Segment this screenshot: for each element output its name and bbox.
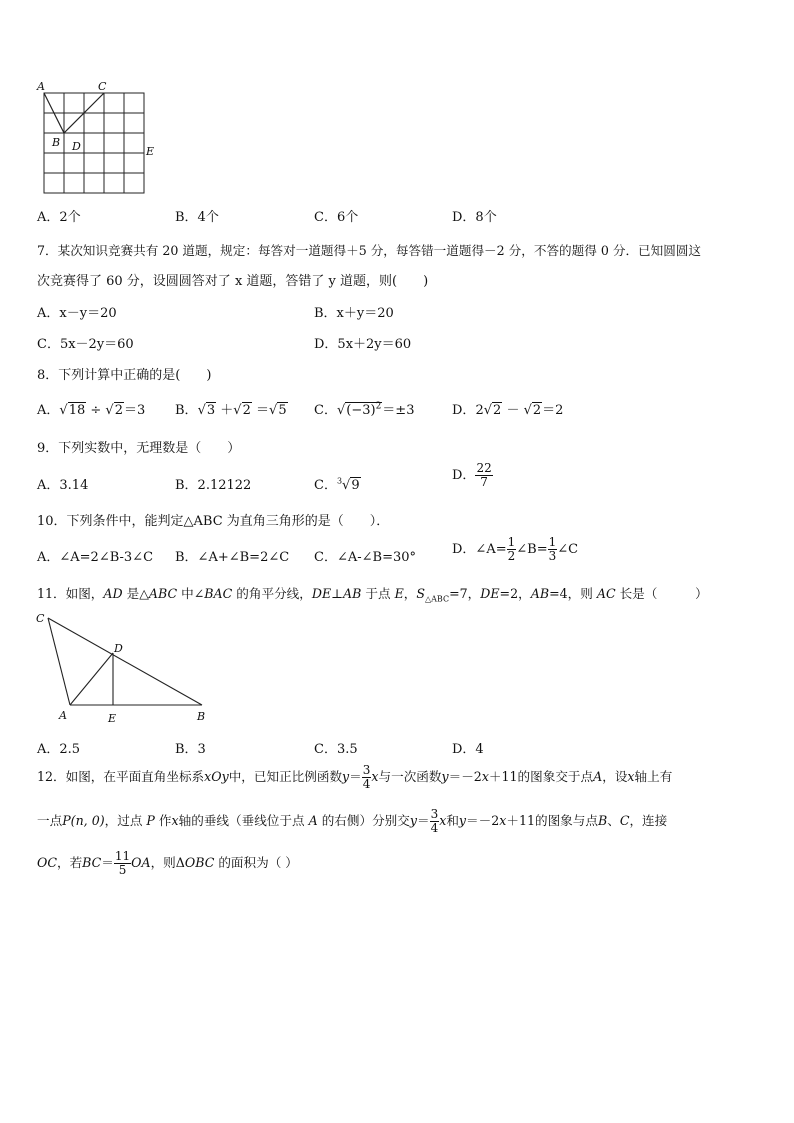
triangle-figure xyxy=(30,608,220,728)
q7-stem-line2: 次竞赛得了 60 分，设圆圆答对了 x 道题，答错了 y 道题，则( ) xyxy=(37,274,429,289)
q9-option-b: B．2.12122 xyxy=(175,478,252,493)
q8-stem: 8．下列计算中正确的是( ) xyxy=(37,368,212,383)
q9-option-d: D． $\frac{22}{7}$ xyxy=(452,461,492,489)
q11-option-d: D．4 xyxy=(452,742,484,757)
grid-label-e: E xyxy=(146,145,155,158)
q6-option-b: B．4个 xyxy=(175,210,219,225)
q11-option-a: A．2.5 xyxy=(37,742,81,757)
q10-option-d: D．∠A= $\frac{1}{2}$ ∠B= $\frac{1}{3}$ ∠C xyxy=(452,535,579,563)
q12-line3: OC，若BC＝ $\frac{11}{5}$ OA，则ΔOBC 的面积为（ ） xyxy=(37,849,298,877)
q11-option-c: C．3.5 xyxy=(314,742,358,757)
grid-label-a: A xyxy=(37,80,45,93)
q10-option-a: A．∠A=2∠B-3∠C xyxy=(37,550,154,565)
grid-label-b: B xyxy=(52,136,61,149)
q7-option-c: C．5x－2y＝60 xyxy=(37,337,134,352)
q10-option-c: C．∠A-∠B=30° xyxy=(314,550,417,565)
q9-stem: 9．下列实数中，无理数是（ ） xyxy=(37,441,241,456)
q8-option-d: D．2√2 － √2＝2 xyxy=(452,403,564,418)
grid-label-c: C xyxy=(98,80,107,93)
q11-option-b: B．3 xyxy=(175,742,206,757)
q8-option-c: C．$√(-3)^2=\pm 3$ xyxy=(314,401,415,418)
triangle-label-c: C xyxy=(36,612,45,625)
q8-option-a: A．√18 ÷ √2＝3 xyxy=(37,403,146,418)
grid-label-d: D xyxy=(72,140,81,153)
q9-option-a: A．3.14 xyxy=(37,478,89,493)
triangle-label-e: E xyxy=(108,712,117,725)
q7-option-a: A．x－y＝20 xyxy=(37,306,117,321)
q12-line2: 一点P(n, 0)，过点 P 作x轴的垂线（垂线位于点 A 的右侧）分别交y＝ $\frac{3}{4}$ x和y＝－2x＋11的图象与点B、C，连接 xyxy=(37,807,668,835)
q7-stem-line1: 7．某次知识竞赛共有 20 道题，规定：每答对一道题得＋5 分，每答错一道题得－2 分，不答的题得 0 分．已知圆圆这 xyxy=(37,243,702,258)
q12-line1: 12．如图，在平面直角坐标系xOy中，已知正比例函数y＝ $\frac{3}{4}$ x与一次函数y＝－2x＋11的图象交于点A，设x轴上有 xyxy=(37,763,673,791)
q9-option-c: C．$^3$√9 xyxy=(314,476,360,493)
q10-option-b: B．∠A+∠B=2∠C xyxy=(175,550,290,565)
triangle-label-d: D xyxy=(114,642,123,655)
q7-option-b: B．x＋y＝20 xyxy=(314,306,394,321)
q6-option-d: D．8个 xyxy=(452,210,497,225)
q6-option-a: A．2个 xyxy=(37,210,81,225)
triangle-label-a: A xyxy=(59,709,67,722)
triangle-label-b: B xyxy=(197,710,206,723)
q6-option-c: C．6个 xyxy=(314,210,359,225)
q11-stem: 11．如图，AD 是△ABC 中∠BAC 的角平分线，DE⊥AB 于点 E，$S_{\triangle ABC}=7$，DE=2，AB=4，则 AC 长是（ ） xyxy=(37,586,708,604)
grid-figure xyxy=(34,78,164,198)
q7-option-d: D．5x＋2y＝60 xyxy=(314,337,412,352)
q8-option-b: B．√3 ＋√2 ＝√5 xyxy=(175,403,287,418)
q10-stem: 10．下列条件中，能判定△ABC 为直角三角形的是（ ）． xyxy=(37,514,390,529)
